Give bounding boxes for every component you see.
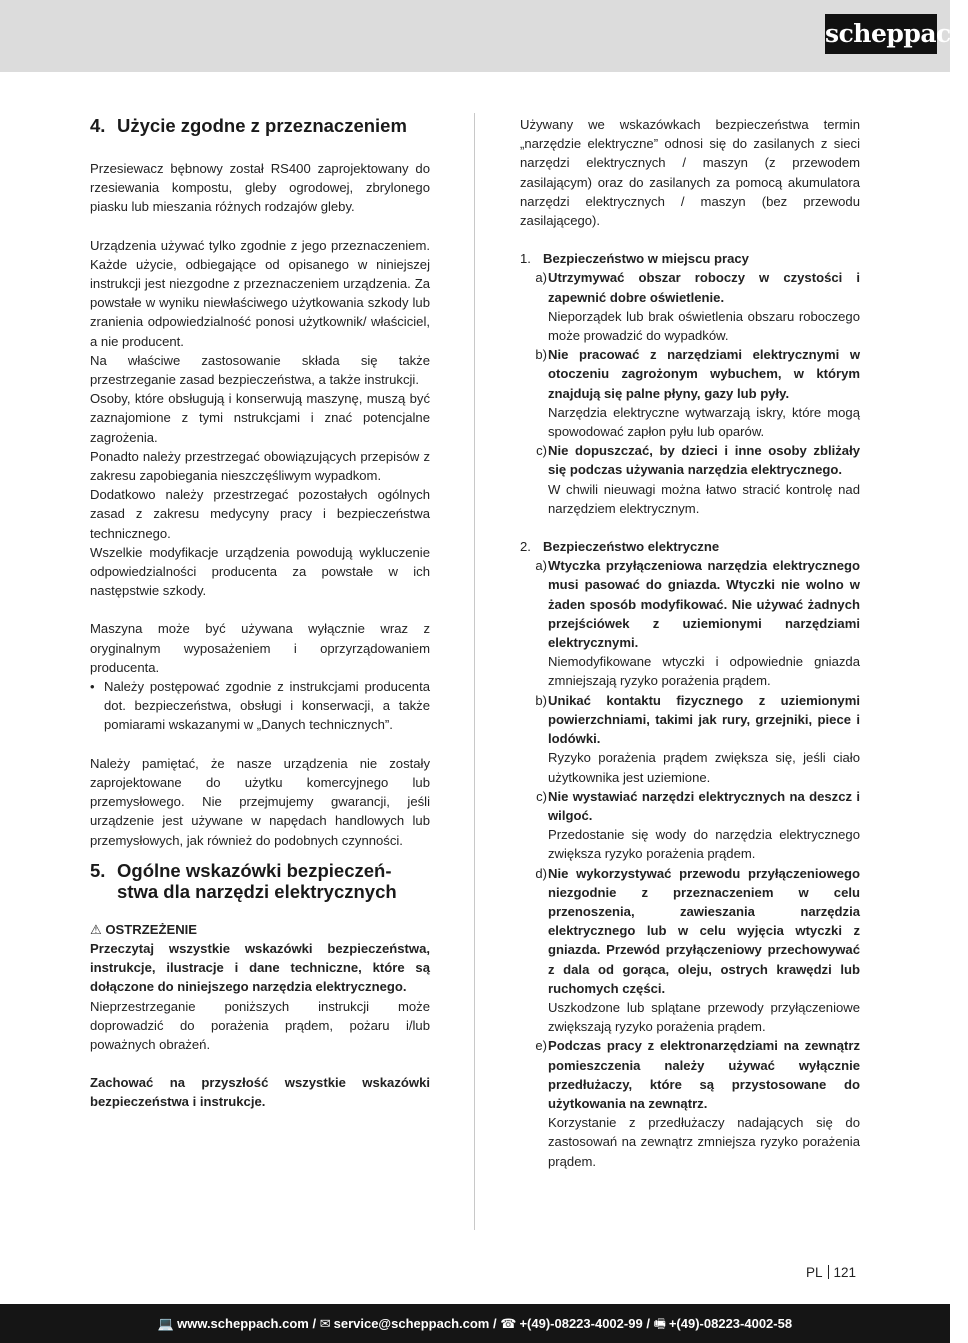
item-label: a)	[535, 558, 547, 574]
list-item	[520, 441, 860, 518]
list-item	[520, 691, 860, 787]
item-text: Niemodyfikowane wtyczki i odpowiednie gniazda zmniejszają ryzyko porażenia prądem.	[548, 654, 860, 689]
column-divider	[474, 113, 475, 1230]
item-text: Ryzyko porażenia prądem zwiększa się, jeśli ciało użytkownika jest uziemione.	[548, 750, 860, 785]
paragraph: Dodatkowo należy przestrzegać pozostałych ogólnych zasad z zakresu medycyny pracy i bezpieczeństwa technicznego.	[90, 487, 430, 541]
paragraph: Urządzenia używać tylko zgodnie z jego przeznaczeniem. Każde użycie, odbiegające od opisanego w niniejszej instrukcji jest niezgodne z przeznaczeniem urządzenia. Za powstałe w wyniku niewłaściwego użytkowania szkody lub zranienia odpowiedzialność ponosi użytkownik/ właściciel, a nie producent.	[90, 237, 430, 349]
section-4-title: Użycie zgodne z przeznaczeniem	[117, 115, 407, 136]
item-bold-text: Unikać kontaktu fizycznego z uziemionymi powierzchniami, takimi jak rury, grzejniki, piece i lodówki.	[548, 692, 860, 747]
item-label: c)	[536, 443, 547, 459]
footer-website-link[interactable]: www.scheppach.com	[177, 1316, 309, 1331]
item-text: Uszkodzone lub splątane przewody przyłączeniowe zwiększają ryzyko porażenia prądem.	[548, 999, 860, 1035]
list-item	[520, 787, 860, 864]
section-5-number: 5.	[90, 859, 106, 881]
item-bold-text: Nie wystawiać narzędzi elektrycznych na deszcz i wilgoć.	[548, 788, 860, 823]
subsection-1-heading	[520, 249, 860, 268]
subsection-1-list	[520, 268, 860, 518]
item-label: e)	[535, 1038, 547, 1054]
scheppach-logo: scheppach	[825, 14, 937, 54]
paragraph: Przesiewacz bębnowy został RS400 zaprojektowany do rzesiewania kompostu, gleby ogrodowej, zbrylonego piasku lub mieszania różnych rodzajów gleby.	[90, 161, 430, 215]
section-5-heading	[90, 860, 430, 902]
footer-fax: +(49)-08223-4002-58	[668, 1316, 793, 1331]
subsection-1-number: 1.	[520, 251, 531, 267]
item-label: b)	[535, 347, 547, 363]
page-number-value: 121	[833, 1265, 857, 1280]
item-text: Nieporządek lub brak oświetlenia obszaru roboczego może prowadzić do wypadków.	[548, 308, 860, 344]
warning-text: Nieprzestrzeganie poniższych instrukcji może doprowadzić do porażenia prądem, pożaru i/lub poważnych obrażeń.	[90, 998, 430, 1052]
section-4-number: 4.	[90, 115, 106, 136]
subsection-2-number: 2.	[520, 539, 531, 555]
header-bar	[0, 0, 968, 72]
item-bold-text: Wtyczka przyłączeniowa narzędzia elektrycznego musi pasować do gniazda. Wtyczki nie wolno w żaden sposób modyfikować. Nie używać żadnych przejściówek z uziemionymi narzędziami elektrycznymi.	[548, 558, 860, 651]
footer-separator: /	[493, 1316, 497, 1331]
item-bold-text: Utrzymywać obszar roboczy w czystości i zapewnić dobre oświetlenie.	[548, 270, 860, 305]
page-number	[806, 1265, 856, 1280]
list-item	[520, 864, 860, 1037]
fax-icon: 🖷	[653, 1316, 666, 1331]
warning-bold-text: Przeczytaj wszystkie wskazówki bezpieczeństwa, instrukcje, ilustracje i dane techniczne, które są dołączone do niniejszego narzędzia elektrycznego.	[90, 940, 430, 995]
footer-phone: +(49)-08223-4002-99	[519, 1316, 643, 1331]
item-bold-text: Nie wykorzystywać przewodu przyłączeniowego niezgodnie z przeznaczeniem w celu przenoszenia, zawieszania narzędzia elektrycznego lub w celu wyjęcia wtyczki z gniazda. Przewód przyłączeniowy przechowywać z dala od gorąca, oleju, ostrych krawędzi lub ruchomych części.	[548, 865, 860, 996]
paragraph: Ponadto należy przestrzegać obowiązujących przepisów z zakresu zapobiegania nieszczęśliwym wypadkom.	[90, 448, 430, 484]
keep-instructions-text: Zachować na przyszłość wszystkie wskazówki bezpieczeństwa i instrukcje.	[90, 1075, 430, 1110]
footer-email-link[interactable]: service@scheppach.com	[333, 1316, 490, 1331]
paragraph: Na właściwe zastosowanie składa się także przestrzeganie zasad bezpieczeństwa, a także instrukcji.	[90, 352, 430, 388]
list-item	[520, 345, 860, 441]
item-label: d)	[535, 865, 547, 881]
bullet-mark: •	[90, 679, 95, 695]
warning-title: ⚠ OSTRZEŻENIE	[90, 921, 198, 937]
paragraph: Osoby, które obsługują i konserwują maszynę, muszą być zaznajomione z tymi nstrukcjami i znać potencjalne zagrożenia.	[90, 391, 430, 445]
item-bold-text: Podczas pracy z elektronarzędziami na zewnątrz pomieszczenia należy używać wyłącznie przedłużaczy, które są przystosowane do użytkowania na zewnątrz.	[548, 1038, 860, 1111]
section-4-heading	[90, 115, 430, 136]
right-column	[520, 115, 860, 1171]
footer-bar	[0, 1304, 950, 1343]
footer-separator: /	[312, 1316, 317, 1331]
left-column	[90, 115, 430, 1112]
item-label: b)	[535, 692, 547, 708]
item-label: c)	[536, 788, 547, 804]
paragraph: Maszyna może być używana wyłącznie wraz z oryginalnym wyposażeniem i oprzyrządowaniem producenta.	[90, 621, 430, 675]
subsection-2-title: Bezpieczeństwo elektryczne	[543, 539, 720, 555]
computer-icon: 💻	[157, 1316, 175, 1331]
section-5-title-line1: Ogólne wskazówki bezpieczeń-	[117, 859, 392, 881]
page-number-divider	[828, 1265, 829, 1279]
subsection-2-list	[520, 556, 860, 1171]
subsection-1-title: Bezpieczeństwo w miejscu pracy	[543, 251, 749, 267]
item-label: a)	[535, 270, 547, 286]
item-text: W chwili nieuwagi można łatwo stracić kontrolę nad narzędziem elektrycznym.	[548, 481, 860, 516]
item-text: Przedostanie się wody do narzędzia elektrycznego zwiększa ryzyko porażenia prądem.	[548, 827, 860, 862]
item-text: Korzystanie z przedłużaczy nadających się do zastosowań na zewnątrz zmniejsza ryzyko porażenia prądem.	[548, 1115, 860, 1169]
paragraph: Wszelkie modyfikacje urządzenia powodują wykluczenie odpowiedzialności producenta za powstałe w ich następstwie szkody.	[90, 544, 430, 599]
list-item	[520, 268, 860, 345]
mail-icon: ✉	[319, 1316, 331, 1331]
intro-paragraph: Używany we wskazówkach bezpieczeństwa termin „narzędzie elektryczne” odnosi się do zasilanych z sieci narzędzi elektrycznych / maszyn (z przewodem zasilającym) oraz do zasilanych za pomocą akumulatora narzędzi elektrycznych / maszyn (bez przewodu zasilającego).	[520, 117, 860, 229]
list-item	[520, 556, 860, 690]
item-bold-text: Nie pracować z narzędziami elektrycznymi w otoczeniu zagrożonym wybuchem, w którym znajdują się palne płyny, gazy lub pyły.	[548, 347, 860, 401]
paragraph: Należy pamiętać, że nasze urządzenia nie zostały zaprojektowane do użytku komercyjnego lub przemysłowego. Nie przejmujemy gwarancji, jeśli urządzenie jest używane w napędach handlowych lub przemysłowych, jak również do podobnych czynności.	[90, 755, 430, 848]
bullet-item	[90, 677, 430, 735]
list-item	[520, 1036, 860, 1170]
section-5-title-line2: stwa dla narzędzi elektrycznych	[117, 880, 397, 902]
bullet-text: Należy postępować zgodnie z instrukcjami producenta dot. bezpieczeństwa, obsługi i konserwacji, a także pomiarami wskazanymi w „Danych technicznych”.	[104, 679, 430, 733]
page-language: PL	[806, 1265, 823, 1280]
footer-separator: /	[646, 1316, 650, 1331]
phone-icon: ☎	[500, 1316, 517, 1331]
item-bold-text: Nie dopuszczać, by dzieci i inne osoby zbliżały się podczas używania narzędzia elektrycznego.	[548, 443, 860, 478]
item-text: Narzędzia elektryczne wytwarzają iskry, które mogą spowodować zapłon pyłu lub oparów.	[548, 404, 860, 440]
subsection-2-heading	[520, 537, 860, 556]
